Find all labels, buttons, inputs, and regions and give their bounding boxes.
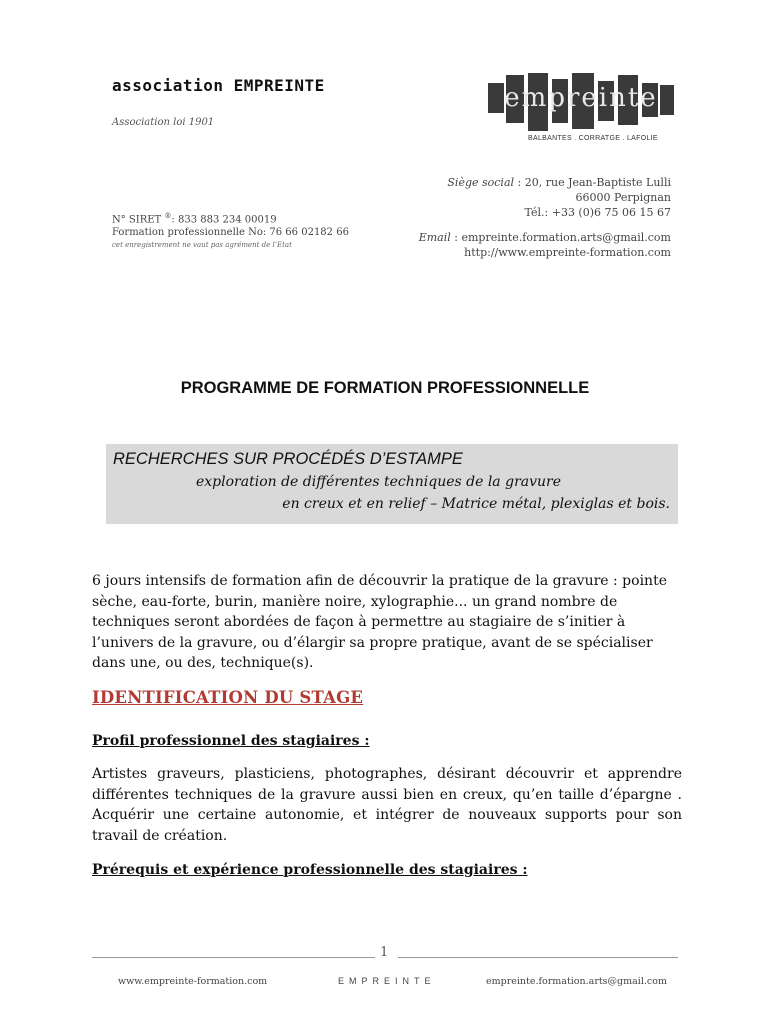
footer-website[interactable]: www.empreinte-formation.com bbox=[118, 976, 268, 987]
empreinte-logo bbox=[488, 73, 674, 148]
course-title-line-1: RECHERCHES SUR PROCÉDÉS D’ESTAMPE bbox=[113, 450, 463, 468]
formation-note: cet enregistrement ne vaut pas agrément de l’Etat bbox=[112, 241, 292, 250]
registration-info bbox=[112, 210, 349, 252]
profil-heading: Profil professionnel des stagiaires : bbox=[92, 733, 370, 749]
section-heading: IDENTIFICATION DU STAGE bbox=[92, 688, 364, 707]
logo-wordmark: empreinte bbox=[504, 83, 658, 113]
siret-value: : 833 883 234 00019 bbox=[171, 214, 277, 226]
website-link[interactable]: http://www.empreinte-formation.com bbox=[464, 246, 671, 259]
siege-address: : 20, rue Jean-Baptiste Lulli bbox=[514, 176, 671, 189]
prerequis-heading: Prérequis et expérience professionnelle des stagiaires : bbox=[92, 862, 528, 878]
siege-label: Siège social bbox=[447, 176, 515, 189]
formation-number: Formation professionnelle No: 76 66 02182 66 bbox=[112, 227, 349, 239]
page-number: 1 bbox=[380, 945, 389, 960]
document-title: PROGRAMME DE FORMATION PROFESSIONNELLE bbox=[180, 379, 590, 397]
course-title-line-2: exploration de différentes techniques de la gravure bbox=[196, 474, 562, 490]
logo-artist-names: BALBANTES . CORRATGE . LAFOLIE bbox=[528, 135, 658, 142]
email-line bbox=[351, 230, 671, 245]
course-title-line-3: en creux et en relief – Matrice métal, plexiglas et bois. bbox=[282, 496, 670, 512]
organization-name: association EMPREINTE bbox=[112, 76, 325, 95]
footer-divider-right bbox=[398, 957, 678, 958]
email-label: Email bbox=[418, 231, 451, 244]
intro-paragraph: 6 jours intensifs de formation afin de découvrir la pratique de la gravure : pointe sèche, eau-forte, burin, manière noire, xylographie... un grand nombre de techniques seront abordées de façon à permettre au stagiaire de s’initier à l’univers de la gravure, ou d’élargir sa propre pratique, avant de se spécialiser dans une, ou des, technique(s). bbox=[92, 573, 667, 671]
footer-divider-left bbox=[92, 957, 375, 958]
contact-block bbox=[351, 175, 671, 260]
city: 66000 Perpignan bbox=[575, 191, 671, 204]
footer-brand: EMPREINTE bbox=[338, 976, 436, 986]
siege-line bbox=[351, 175, 671, 190]
course-title-box bbox=[106, 444, 678, 524]
siret-line bbox=[112, 210, 349, 226]
siret-sup: ® bbox=[164, 212, 172, 220]
footer-email[interactable]: empreinte.formation.arts@gmail.com bbox=[486, 976, 667, 987]
profil-paragraph: Artistes graveurs, plasticiens, photographes, désirant découvrir et apprendre différentes techniques de la gravure aussi bien en creux, qu’en taille d’épargne . Acquérir une certaine autonomie, et intégrer de nouveaux supports pour son travail de création. bbox=[92, 766, 682, 844]
organization-subtitle: Association loi 1901 bbox=[112, 117, 215, 128]
telephone: Tél.: +33 (0)6 75 06 15 67 bbox=[524, 206, 671, 219]
email-address[interactable]: : empreinte.formation.arts@gmail.com bbox=[450, 231, 671, 244]
siret-label: N° SIRET bbox=[112, 214, 162, 226]
